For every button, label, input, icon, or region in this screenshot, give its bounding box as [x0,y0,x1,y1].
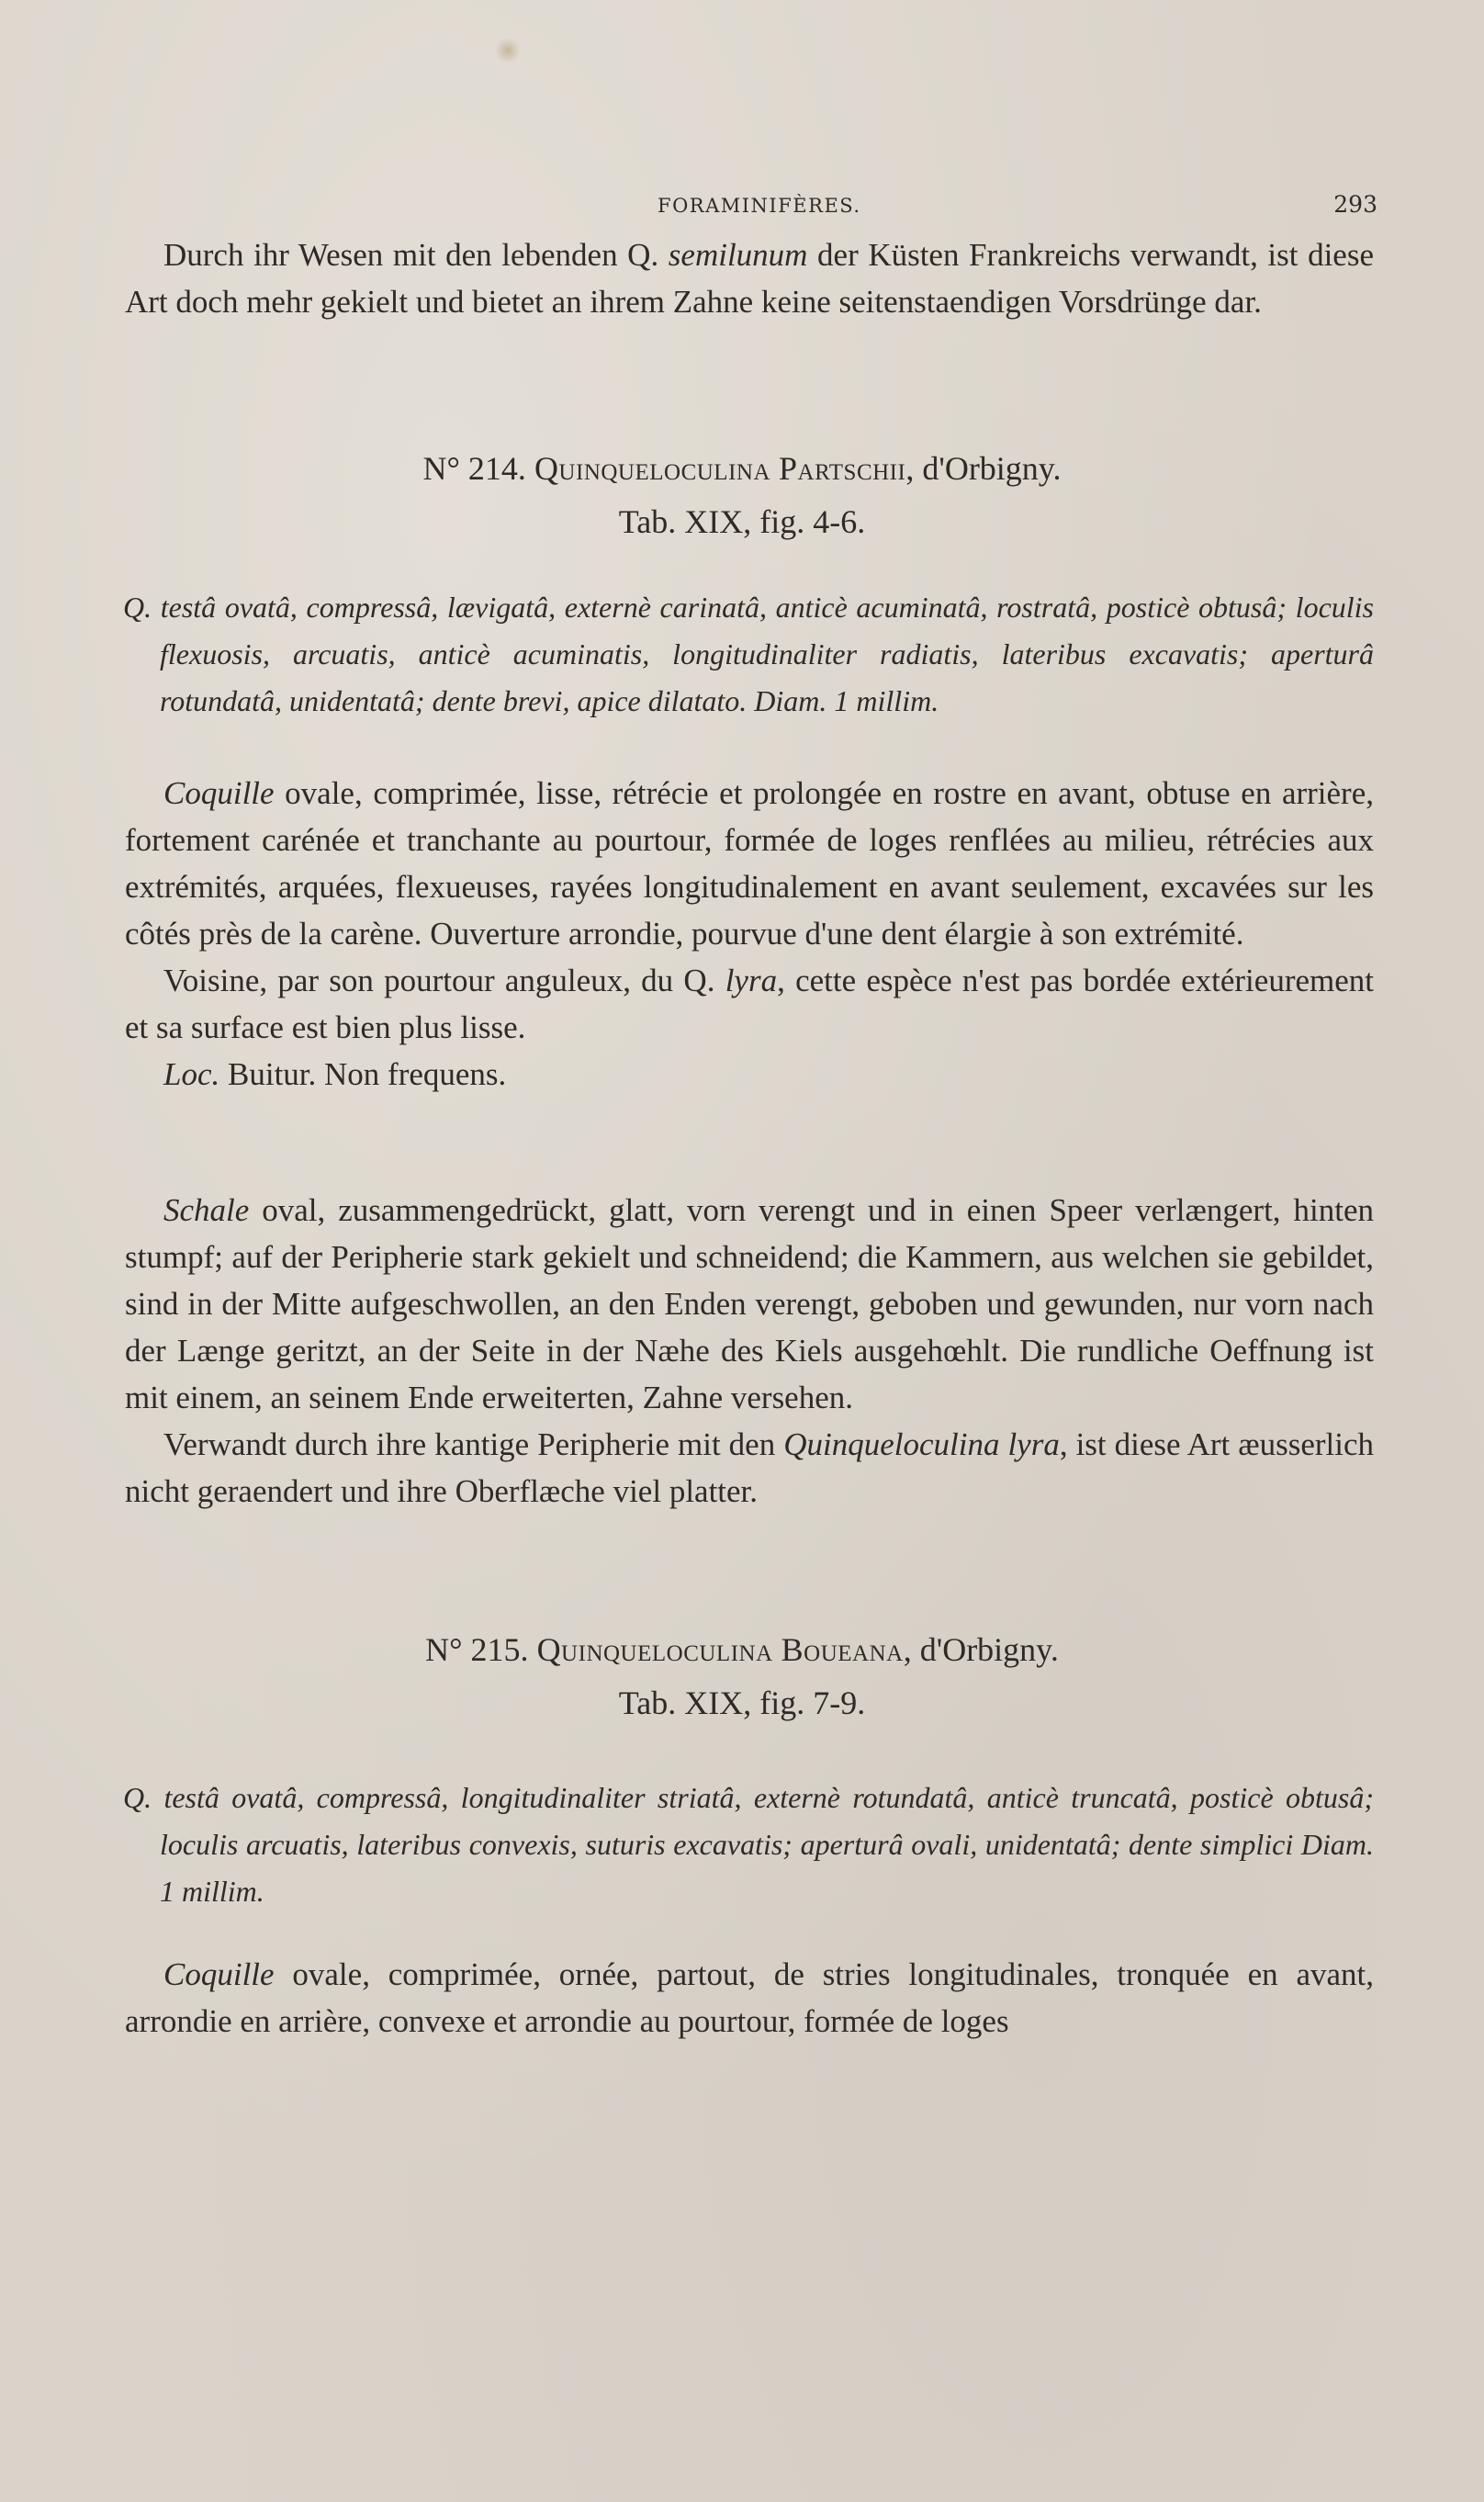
entry-215-genus: Quinqueloculina [536,1631,773,1668]
entry-214-latin-diagnosis [123,584,1374,725]
entry-214-loc-label: Loc. [163,1056,220,1092]
entry-214-french-2-pre: Voisine, par son pourtour anguleux, du Q. [163,963,725,998]
page-number: 293 [1333,191,1377,218]
running-header-title: FORAMINIFÈRES. [658,195,861,217]
entry-214-french-body: ovale, comprimée, lisse, rétrécie et prolongée en rostre en avant, obtuse en arrière, fortement carénée et tranchante au pourtour, formée de loges renflées au milieu, rétrécies aux extrémités, arquées, flexueuses, rayées longitudinalement en avant seulement, excavées sur les côtés près de la carène. Ouverture arrondie, pourvue d'une dent élargie à son extrémité. [125,775,1374,952]
entry-215-species: Boueana [781,1631,904,1668]
entry-214-number: N° 214. [422,450,526,487]
entry-214-french-2-post: , cette espèce n'est pas bordée extérieurement et sa surface est bien plus lisse. [125,963,1374,1045]
entry-214-title [0,443,1484,494]
entry-214-heading [0,443,1484,547]
entry-214-genus: Quinqueloculina [534,450,771,487]
entry-214-german-2-species: Quinqueloculina lyra [783,1426,1060,1462]
entry-215-plate: Tab. XIX, fig. 7-9. [618,1685,866,1721]
entry-214-german-lead: Schale [163,1192,250,1228]
intro-text-post: der Küsten Frankreichs verwandt, ist diese Art doch mehr gekielt und bietet an ihrem Zahne keine seitenstaendigen Vorsdrünge dar. [125,237,1374,320]
entry-214-german-description [125,1187,1374,1515]
entry-214-species: Partschii [779,450,906,487]
entry-214-latin-text: Q. testâ ovatâ, compressâ, lævigatâ, externè carinatâ, anticè acuminatâ, rostratâ, posticè obtusâ; loculis flexuosis, arcuatis, anticè acuminatis, longitudinaliter radiatis, lateribus excavatis; aperturâ rotundatâ, unidentatâ; dente brevi, apice dilatato. Diam. 1 millim. [123,591,1374,717]
entry-215-author: , d'Orbigny. [903,1631,1059,1668]
entry-214-french-2-species: lyra [725,963,778,998]
entry-214-french-description [125,770,1374,1098]
entry-215-title [0,1624,1484,1675]
intro-text-pre: Durch ihr Wesen mit den lebenden Q. [163,237,669,273]
entry-215-french-description [125,1951,1374,2045]
intro-paragraph [125,231,1374,325]
intro-species: semilunum [668,237,808,273]
entry-214-german-2-post: , ist diese Art æusserlich nicht geraendert und ihre Oberflæche viel platter. [125,1426,1375,1509]
entry-215-french-lead: Coquille [163,1956,275,1992]
entry-215-heading [0,1624,1484,1729]
entry-215-latin-text: Q. testâ ovatâ, compressâ, longitudinaliter striatâ, externè rotundatâ, anticè truncatâ, posticè obtusâ; loculis arcuatis, lateribus convexis, suturis excavatis; aperturâ ovali, unidentatâ; dente simplici Diam. 1 millim. [123,1781,1374,1908]
entry-214-german-body: oval, zusammengedrückt, glatt, vorn verengt und in einen Speer verlængert, hinten stumpf; auf der Peripherie stark gekielt und schneidend; die Kammern, aus welchen sie gebildet, sind in der Mitte aufgeschwollen, an den Enden verengt, geboben und gewunden, nur vorn nach der Længe geritzt, an der Seite in der Næhe des Kiels ausgehœhlt. Die rundliche Oeffnung ist mit einem, an seinem Ende erweiterten, Zahne versehen. [125,1192,1374,1415]
entry-215-french-body: ovale, comprimée, ornée, partout, de stries longitudinales, tronquée en avant, arrondie en arrière, convexe et arrondie au pourtour, formée de loges [125,1956,1374,2039]
paper-stain [496,37,520,64]
entry-214-loc-text: Buitur. Non frequens. [219,1056,507,1092]
entry-215-latin-diagnosis [123,1775,1374,1915]
entry-215-number: N° 215. [425,1631,529,1668]
entry-214-german-2-pre: Verwandt durch ihre kantige Peripherie mit den [163,1426,784,1462]
entry-214-plate: Tab. XIX, fig. 4-6. [618,503,866,540]
entry-214-author: , d'Orbigny. [905,450,1062,487]
entry-214-french-lead: Coquille [163,775,275,811]
